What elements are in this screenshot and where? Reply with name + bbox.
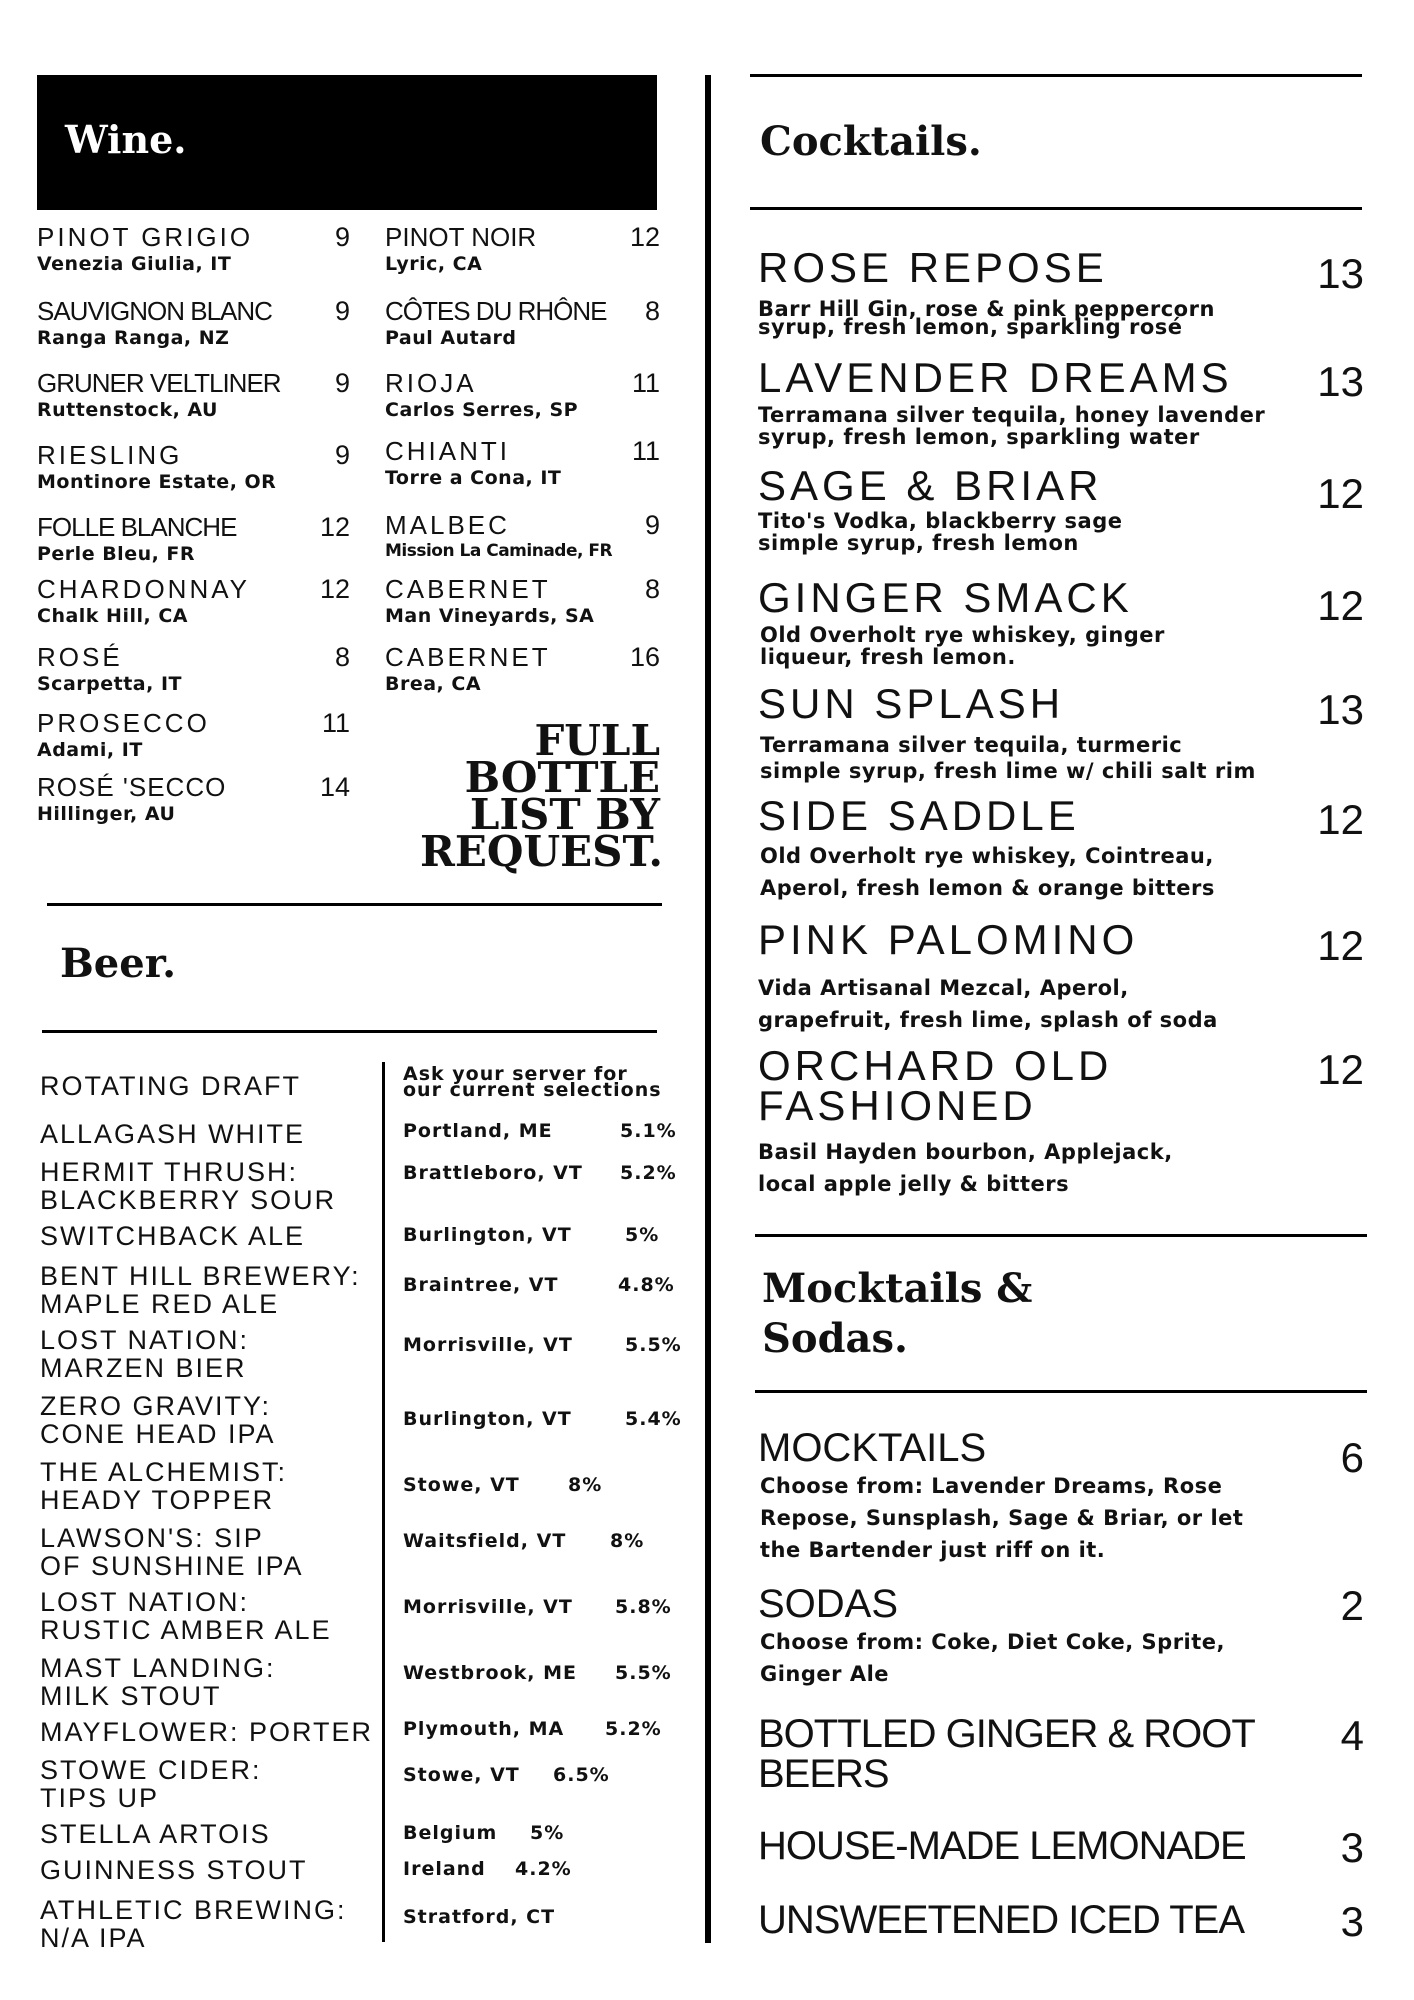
cocktails-title: Cocktails. — [760, 118, 982, 165]
cocktail-description: Vida Artisanal Mezcal, Aperol, grapefruit, fresh lime, splash of soda — [758, 976, 1218, 1032]
divider — [750, 74, 1362, 77]
beer-abv: 5.1% — [620, 1120, 677, 1142]
beer-abv: 4.2% — [515, 1858, 572, 1880]
wine-origin: Hillinger, AU — [37, 803, 176, 825]
beer-location: Westbrook, ME — [403, 1662, 577, 1684]
beer-location: Stowe, VT — [403, 1764, 520, 1786]
wine-price: 11 — [631, 436, 660, 466]
beer-abv: 5.4% — [625, 1408, 682, 1430]
wine-price: 12 — [629, 222, 660, 252]
beer-name: ALLAGASH WHITE — [40, 1119, 306, 1149]
wine-origin: Ranga Ranga, NZ — [37, 327, 230, 349]
wine-name: RIESLING — [37, 440, 183, 470]
wine-price: 14 — [319, 772, 350, 802]
wine-price: 11 — [631, 368, 660, 398]
beer-title: Beer. — [60, 940, 177, 987]
wine-name: PINOT GRIGIO — [37, 222, 254, 252]
wine-origin: Brea, CA — [385, 673, 482, 695]
wine-item — [385, 642, 551, 695]
full-bottle-line: REQUEST. — [420, 827, 663, 876]
cocktail-price: 12 — [1317, 582, 1364, 629]
wine-price: 9 — [644, 510, 660, 540]
cocktail-name: GINGER SMACK — [758, 574, 1133, 621]
beer-abv: 4.8% — [618, 1274, 675, 1296]
beer-location: Stratford, CT — [403, 1906, 556, 1928]
cocktail-name: SAGE & BRIAR — [758, 462, 1103, 509]
beer-location: Stowe, VT — [403, 1474, 520, 1496]
beer-location: Burlington, VT — [403, 1408, 572, 1430]
cocktail-price: 12 — [1317, 470, 1364, 517]
wine-name: MALBEC — [385, 510, 510, 540]
wine-item — [385, 436, 561, 489]
wine-origin: Scarpetta, IT — [37, 673, 182, 695]
beer-location: Portland, ME — [403, 1120, 553, 1142]
mocktails-title: Mocktails & Sodas. — [762, 1265, 1033, 1362]
beer-abv: 5.8% — [615, 1596, 672, 1618]
full-bottle-line: FULL — [534, 716, 660, 765]
wine-item — [37, 222, 253, 275]
wine-title: Wine. — [65, 117, 187, 162]
wine-origin: Adami, IT — [37, 739, 143, 761]
wine-origin: Mission La Caminade, FR — [385, 541, 613, 561]
cocktail-name: ROSE REPOSE — [758, 244, 1108, 291]
beer-name: MAYFLOWER: PORTER — [40, 1717, 374, 1747]
beer-column-divider — [382, 1062, 385, 1942]
mocktail-description: Choose from: Coke, Diet Coke, Sprite, Ginger Ale — [760, 1630, 1226, 1686]
mocktail-price: 2 — [1340, 1582, 1364, 1629]
cocktail-name: PINK PALOMINO — [758, 916, 1139, 963]
beer-location: Belgium — [403, 1822, 498, 1844]
wine-name: CABERNET — [385, 574, 551, 604]
beer-name: MAST LANDING: MILK STOUT — [40, 1653, 276, 1711]
wine-name: ROSÉ — [37, 642, 123, 672]
wine-price: 9 — [334, 440, 350, 470]
wine-origin: Carlos Serres, SP — [385, 399, 579, 421]
wine-price: 8 — [644, 574, 660, 604]
cocktail-description: Barr Hill Gin, rose & pink peppercorn syrup, fresh lemon, sparkling rosé — [758, 297, 1215, 339]
wine-item — [385, 222, 536, 275]
wine-origin: Torre a Cona, IT — [385, 467, 562, 489]
beer-abv: 5.2% — [620, 1162, 677, 1184]
beer-location: Morrisville, VT — [403, 1596, 573, 1618]
divider — [750, 207, 1362, 210]
beer-name: LAWSON'S: SIP OF SUNSHINE IPA — [40, 1523, 304, 1581]
wine-item — [37, 708, 210, 761]
wine-name: PROSECCO — [37, 708, 210, 738]
full-bottle-line: LIST BY — [469, 790, 660, 839]
mocktail-name: UNSWEETENED ICED TEA — [758, 1898, 1244, 1942]
cocktail-price: 12 — [1317, 922, 1364, 969]
beer-abv: 8% — [610, 1530, 645, 1552]
cocktail-name: SIDE SADDLE — [758, 792, 1080, 839]
wine-origin: Paul Autard — [385, 327, 517, 349]
cocktail-description: Basil Hayden bourbon, Applejack, local apple jelly & bitters — [758, 1140, 1173, 1196]
beer-location: Plymouth, MA — [403, 1718, 565, 1740]
wine-item — [37, 642, 182, 695]
cocktail-price: 13 — [1317, 686, 1364, 733]
mocktail-price: 3 — [1340, 1898, 1364, 1945]
mocktail-name: BOTTLED GINGER & ROOT BEERS — [758, 1712, 1255, 1796]
beer-abv: 5% — [530, 1822, 565, 1844]
wine-origin: Perle Bleu, FR — [37, 543, 196, 565]
beer-note: Ask your server for our current selections — [403, 1063, 662, 1101]
mocktail-price: 6 — [1340, 1434, 1364, 1481]
beer-name: SWITCHBACK ALE — [40, 1221, 306, 1251]
wine-name: ROSÉ 'SECCO — [37, 772, 227, 802]
mocktail-price: 3 — [1340, 1824, 1364, 1871]
wine-name: CHIANTI — [385, 436, 510, 466]
wine-name: RIOJA — [385, 368, 477, 398]
wine-name: FOLLE BLANCHE — [37, 512, 237, 542]
beer-abv: 5.5% — [615, 1662, 672, 1684]
wine-name: CHARDONNAY — [37, 574, 250, 604]
wine-header — [37, 75, 657, 210]
divider — [755, 1390, 1367, 1393]
divider — [47, 903, 662, 906]
beer-name: THE ALCHEMIST: HEADY TOPPER — [40, 1457, 288, 1515]
beer-location: Braintree, VT — [403, 1274, 559, 1296]
beer-name: STELLA ARTOIS — [40, 1819, 271, 1849]
wine-item — [37, 368, 281, 421]
wine-price: 9 — [334, 222, 350, 252]
beer-name: ZERO GRAVITY: CONE HEAD IPA — [40, 1391, 276, 1449]
wine-name: CABERNET — [385, 642, 551, 672]
wine-item — [37, 574, 250, 627]
wine-price: 8 — [644, 296, 660, 326]
wine-price: 9 — [334, 368, 350, 398]
wine-origin: Chalk Hill, CA — [37, 605, 188, 627]
full-bottle-note — [420, 716, 663, 876]
wine-origin: Ruttenstock, AU — [37, 399, 218, 421]
divider — [755, 1234, 1367, 1237]
beer-abv: 5.5% — [625, 1334, 682, 1356]
cocktail-description: Old Overholt rye whiskey, ginger liqueur, fresh lemon. — [760, 623, 1165, 669]
wine-item — [385, 296, 606, 349]
beer-abv: 8% — [568, 1474, 603, 1496]
wine-origin: Montinore Estate, OR — [37, 471, 277, 493]
wine-price: 16 — [629, 642, 660, 672]
cocktail-name: SUN SPLASH — [758, 680, 1065, 727]
wine-price: 9 — [334, 296, 350, 326]
beer-name: STOWE CIDER: TIPS UP — [40, 1755, 262, 1813]
column-divider — [705, 75, 711, 1943]
mocktail-name: SODAS — [758, 1582, 899, 1626]
mocktail-name: HOUSE-MADE LEMONADE — [758, 1824, 1246, 1868]
beer-abv: 5% — [625, 1224, 660, 1246]
beer-location: Burlington, VT — [403, 1224, 572, 1246]
cocktail-name: ORCHARD OLD FASHIONED — [758, 1042, 1113, 1129]
beer-name: LOST NATION: RUSTIC AMBER ALE — [40, 1587, 332, 1645]
wine-item — [37, 512, 236, 565]
mocktail-name: MOCKTAILS — [758, 1426, 987, 1470]
wine-item — [37, 772, 226, 825]
mocktail-description: Choose from: Lavender Dreams, Rose Repose, Sunsplash, Sage & Briar, or let the Bartender just riff on it. — [760, 1474, 1244, 1562]
wine-item — [385, 368, 578, 421]
cocktail-price: 13 — [1317, 250, 1364, 297]
wine-item — [37, 296, 272, 349]
wine-item — [37, 440, 276, 493]
beer-location: Brattleboro, VT — [403, 1162, 583, 1184]
beer-location: Waitsfield, VT — [403, 1530, 567, 1552]
wine-origin: Lyric, CA — [385, 253, 483, 275]
wine-name: CÔTES DU RHÔNE — [385, 296, 607, 326]
wine-name: PINOT NOIR — [385, 222, 537, 252]
wine-origin: Man Vineyards, SA — [385, 605, 595, 627]
divider — [42, 1030, 657, 1033]
cocktail-description: Terramana silver tequila, turmeric simple syrup, fresh lime w/ chili salt rim — [760, 733, 1256, 783]
beer-location: Morrisville, VT — [403, 1334, 573, 1356]
wine-item — [385, 574, 594, 627]
cocktail-description: Old Overholt rye whiskey, Cointreau, Aperol, fresh lemon & orange bitters — [760, 844, 1215, 900]
beer-abv: 5.2% — [605, 1718, 662, 1740]
beer-abv: 6.5% — [553, 1764, 610, 1786]
cocktail-price: 12 — [1317, 796, 1364, 843]
beer-name: BENT HILL BREWERY: MAPLE RED ALE — [40, 1261, 361, 1319]
cocktail-price: 13 — [1317, 358, 1364, 405]
mocktail-price: 4 — [1340, 1712, 1364, 1759]
wine-name: SAUVIGNON BLANC — [37, 296, 272, 326]
cocktail-name: LAVENDER DREAMS — [758, 354, 1233, 401]
wine-item — [385, 510, 612, 561]
wine-price: 11 — [321, 708, 350, 738]
beer-name: LOST NATION: MARZEN BIER — [40, 1325, 250, 1383]
wine-origin: Venezia Giulia, IT — [37, 253, 232, 275]
wine-name: GRUNER VELTLINER — [37, 368, 281, 398]
beer-location: Ireland — [403, 1858, 486, 1880]
cocktail-description: Tito's Vodka, blackberry sage simple syrup, fresh lemon — [758, 509, 1123, 555]
beer-name: ROTATING DRAFT — [40, 1071, 301, 1101]
cocktail-description: Terramana silver tequila, honey lavender syrup, fresh lemon, sparkling water — [758, 403, 1266, 449]
cocktail-price: 12 — [1317, 1046, 1364, 1093]
wine-price: 12 — [319, 574, 350, 604]
beer-name: GUINNESS STOUT — [40, 1855, 308, 1885]
full-bottle-line: BOTTLE — [464, 753, 660, 802]
beer-name: ATHLETIC BREWING: N/A IPA — [40, 1895, 347, 1953]
wine-price: 8 — [334, 642, 350, 672]
beer-name: HERMIT THRUSH: BLACKBERRY SOUR — [40, 1157, 337, 1215]
wine-price: 12 — [319, 512, 350, 542]
